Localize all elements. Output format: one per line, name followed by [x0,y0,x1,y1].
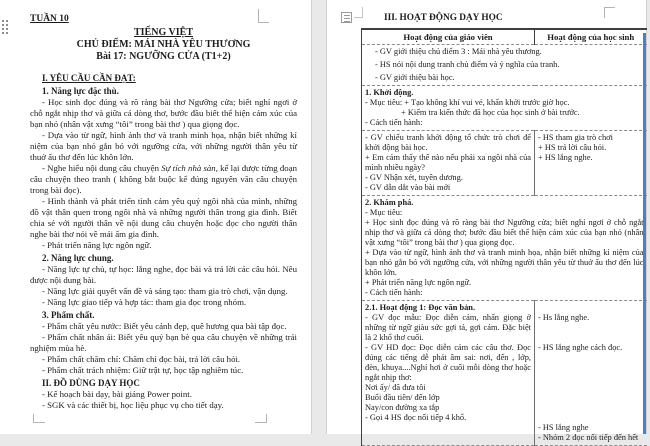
table-text-line: + Phát triển năng lực ngôn ngữ. [365,278,472,287]
table-text-line: - GV đọc mẫu: Đọc diễn cảm, nhấn giọng ở những từ ngữ giàu sức gợi tả, gợi cảm. Đặc biệt là 2 khổ thơ cuối. [365,313,531,342]
doc-paragraph: - Nghe hiểu nội dung câu chuyện Sự tích nhà sàn, kể lại được từng đoạn câu chuyện theo tranh ( không bắt buộc kể đúng nguyên văn câu chuyện trong bài đọc). [30,163,298,195]
subject-title: TIẾNG VIỆT [133,27,193,38]
table-text-line: 2. Khám phá. [365,198,414,207]
table-handle-icon[interactable] [341,12,352,23]
table-row [362,196,647,301]
table-text-line: - GV giới thiệu chủ điểm 3 : Mái nhà yêu thương. [375,47,542,56]
text-boundary-mark [255,414,267,423]
table-text-line: - Mục tiêu: [365,208,403,217]
section-heading: 1. Năng lực đặc thù. [42,86,119,96]
left-page-body [0,0,311,411]
table-text-line: - Gọi 4 HS đọc nối tiếp 4 khổ. [365,413,467,422]
activities-table [361,28,647,446]
text-boundary-mark [33,414,45,423]
doc-paragraph: - Phát triển năng lực ngôn ngữ. [42,240,152,250]
activities-table-body [362,45,647,446]
text-boundary-mark [604,7,615,18]
table-right-edge [643,33,646,434]
table-text-line: - GV HD đọc: Đọc diễn cảm các câu thơ. Đọc đúng các tiếng dễ phát âm sai: nơi, đến , lớp, đèn, khuya....Nghỉ hơi ở cuối mỗi dòng thơ hoặc ngắt nhịp thơ: [365,343,531,382]
table-cell-teacher [362,301,535,446]
table-text-line: - HS tham gia trò chơi [538,133,613,142]
table-text-line: + HS lắng nghe. [538,153,593,162]
doc-paragraph: - Kế hoạch bài dạy, bài giảng Power point. [42,389,192,399]
table-text-line: + HS trả lời câu hỏi. [538,143,607,152]
doc-paragraph: - Năng lực giải quyết vấn đề và sáng tạo: tham gia trò chơi, vận dụng. [42,286,288,296]
section-heading: 3. Phẩm chất. [42,310,95,320]
table-text-line: - HS nói nội dung tranh chủ điểm và ý nghĩa của tranh. [375,60,560,69]
section-heading: II. ĐỒ DÙNG DẠY HỌC [42,378,140,388]
table-cell-teacher [362,131,535,196]
lesson-title: Bài 17: NGƯỠNG CỬA (T1+2) [96,51,231,62]
table-cell-full [362,45,647,86]
doc-paragraph: - Năng lực tự chủ, tự học: lắng nghe, đọc bài và trả lời các câu hỏi. Nêu được nội dung bài. [30,264,297,285]
table-text-line: - HS lắng nghe [538,423,589,432]
doc-paragraph: - Năng lực giao tiếp và hợp tác: tham gia đọc trong nhóm. [42,297,247,307]
table-text-line: - Nhóm 2 đọc nối tiếp đến hết [538,433,639,442]
table-text-line: - Cách tiến hành: [365,288,423,297]
col-header-student: Hoạt động của học sinh [535,29,647,45]
italic-story-title: Sự tích nhà sàn [161,163,216,173]
table-text-line: Nơi ấy/ đã đưa tôi [365,383,426,392]
table-row [362,131,647,196]
doc-paragraph: - Học sinh đọc đúng và rõ ràng bài thơ Ngưỡng cửa; biết nghỉ ngơi ở chỗ ngắt nhịp thơ và giữa cá dòng thơ, bước đầu biết thể hiện cảm xúc của bạn nhỏ (nhân vật xưng “tôi” trong bài thơ ) qua giọng đọc. [30,97,297,129]
document-page-right[interactable] [327,0,646,442]
left-page-paragraphs [30,73,297,411]
table-row [362,45,647,86]
handle-connector-line [362,7,363,18]
table-text-line: + Dựa vào từ ngữ, hình ảnh thơ và tranh minh họa, nhận biết những kỉ niệm của bạn nhỏ gắn bó với ngưỡng cửa, với những người thân yêu từ thuở ấu thơ đến lúc khôn lớn. [365,248,644,277]
table-text-line: - Hs lắng nghe. [538,313,590,322]
activities-heading: III. HOẠT ĐỘNG DẠY HỌC [384,13,503,23]
doc-paragraph: - SGK và các thiết bị, học liệu phục vụ cho tiết dạy. [42,400,224,410]
section-heading: I. YÊU CẦU CẦN ĐẠT: [42,73,136,83]
table-text-line: - GV Nhận xét, tuyên dương. [365,173,463,182]
doc-paragraph: - Hình thành và phát triển tình cảm yêu quý ngôi nhà của mình, những đồ vật thân quen trong ngôi nhà và những người thân trong gia đình. Biết chia sẻ với người thân về nội dung câu chuyện hoặc đọc cho người thân nghe bài thơ nói về mái ấm gia đình. [30,196,297,239]
theme-title: CHỦ ĐIỂM: MÁI NHÀ YÊU THƯƠNG [76,39,251,50]
table-text-line: 1. Khởi động. [365,88,414,97]
table-text-line: + Kiểm tra kiến thức đã học của học sinh ở bài trước. [401,108,580,117]
table-text-line: - GV chiếu tranh khởi động tổ chức trò chơi để khởi động bài học. [365,133,531,152]
table-text-line: - Mục tiêu: + Tạo không khí vui vẻ, khấn khởi trước giờ học. [365,98,570,107]
drag-handle-icon[interactable] [2,20,10,34]
section-heading: 2. Năng lực chung. [42,253,114,263]
col-header-teacher: Hoạt động của giáo viên [362,29,535,45]
table-text-line: Buổi đầu tiên/ đến lớp [365,393,440,402]
table-row [362,86,647,131]
doc-paragraph: - Phẩm chất nhân ái: Biết yêu quý bạn bè qua câu chuyện về những trải nghiệm mùa hè. [30,332,297,353]
table-text-line: - GV giới thiệu bài học. [375,73,455,82]
table-text-line: - HS lắng nghe cách đọc. [538,343,623,352]
table-row [362,301,647,446]
doc-paragraph: - Phẩm chất chăm chỉ: Chăm chỉ đọc bài, trả lời câu hỏi. [42,354,241,364]
table-cell-student [535,131,647,196]
document-page-left[interactable] [0,0,311,434]
table-text-line: - GV dẫn dắt vào bài mới [365,183,451,192]
text-boundary-mark [258,9,269,23]
table-text-line: 2.1. Hoạt động 1: Đọc văn bản. [365,303,476,312]
handle-connector-line [354,17,362,18]
table-text-line: + Em cảm thấy thế nào nếu phải xa ngôi nhà của mình nhiều ngày? [365,153,531,172]
table-header-row [362,29,647,45]
table-text-line: Nay/con đường xa tắp [365,403,440,412]
table-cell-student [535,301,647,446]
doc-paragraph: - Dựa vào từ ngữ, hình ảnh thơ và tranh minh họa, nhận biết những kỉ niệm của bạn nhỏ gắn bó với ngưỡng cửa, với những người thân yêu từ thuở ấu thơ đến lúc khôn lớn. [30,130,297,162]
doc-paragraph: - Phẩm chất trách nhiệm: Giữ trật tự, học tập nghiêm túc. [42,365,244,375]
table-cell-full [362,196,647,301]
table-text-line: + Học sinh đọc đúng và rõ ràng bài thơ Ngưỡng cửa; biết nghỉ ngơi ở chỗ ngắt nhịp thơ và giữa cá dòng thơ; bước đầu biết thể hiện cảm xúc của bạn nhỏ (nhân vật xưng “tôi” trong bài thơ ) qua giọng đọc. [365,218,644,247]
table-text-line: - Cách tiến hành: [365,118,423,127]
week-label: TUẦN 10 [30,14,69,24]
doc-paragraph: - Phẩm chất yêu nước: Biết yêu cảnh đẹp, quê hương qua bài tập đọc. [42,321,287,331]
table-cell-full [362,86,647,131]
